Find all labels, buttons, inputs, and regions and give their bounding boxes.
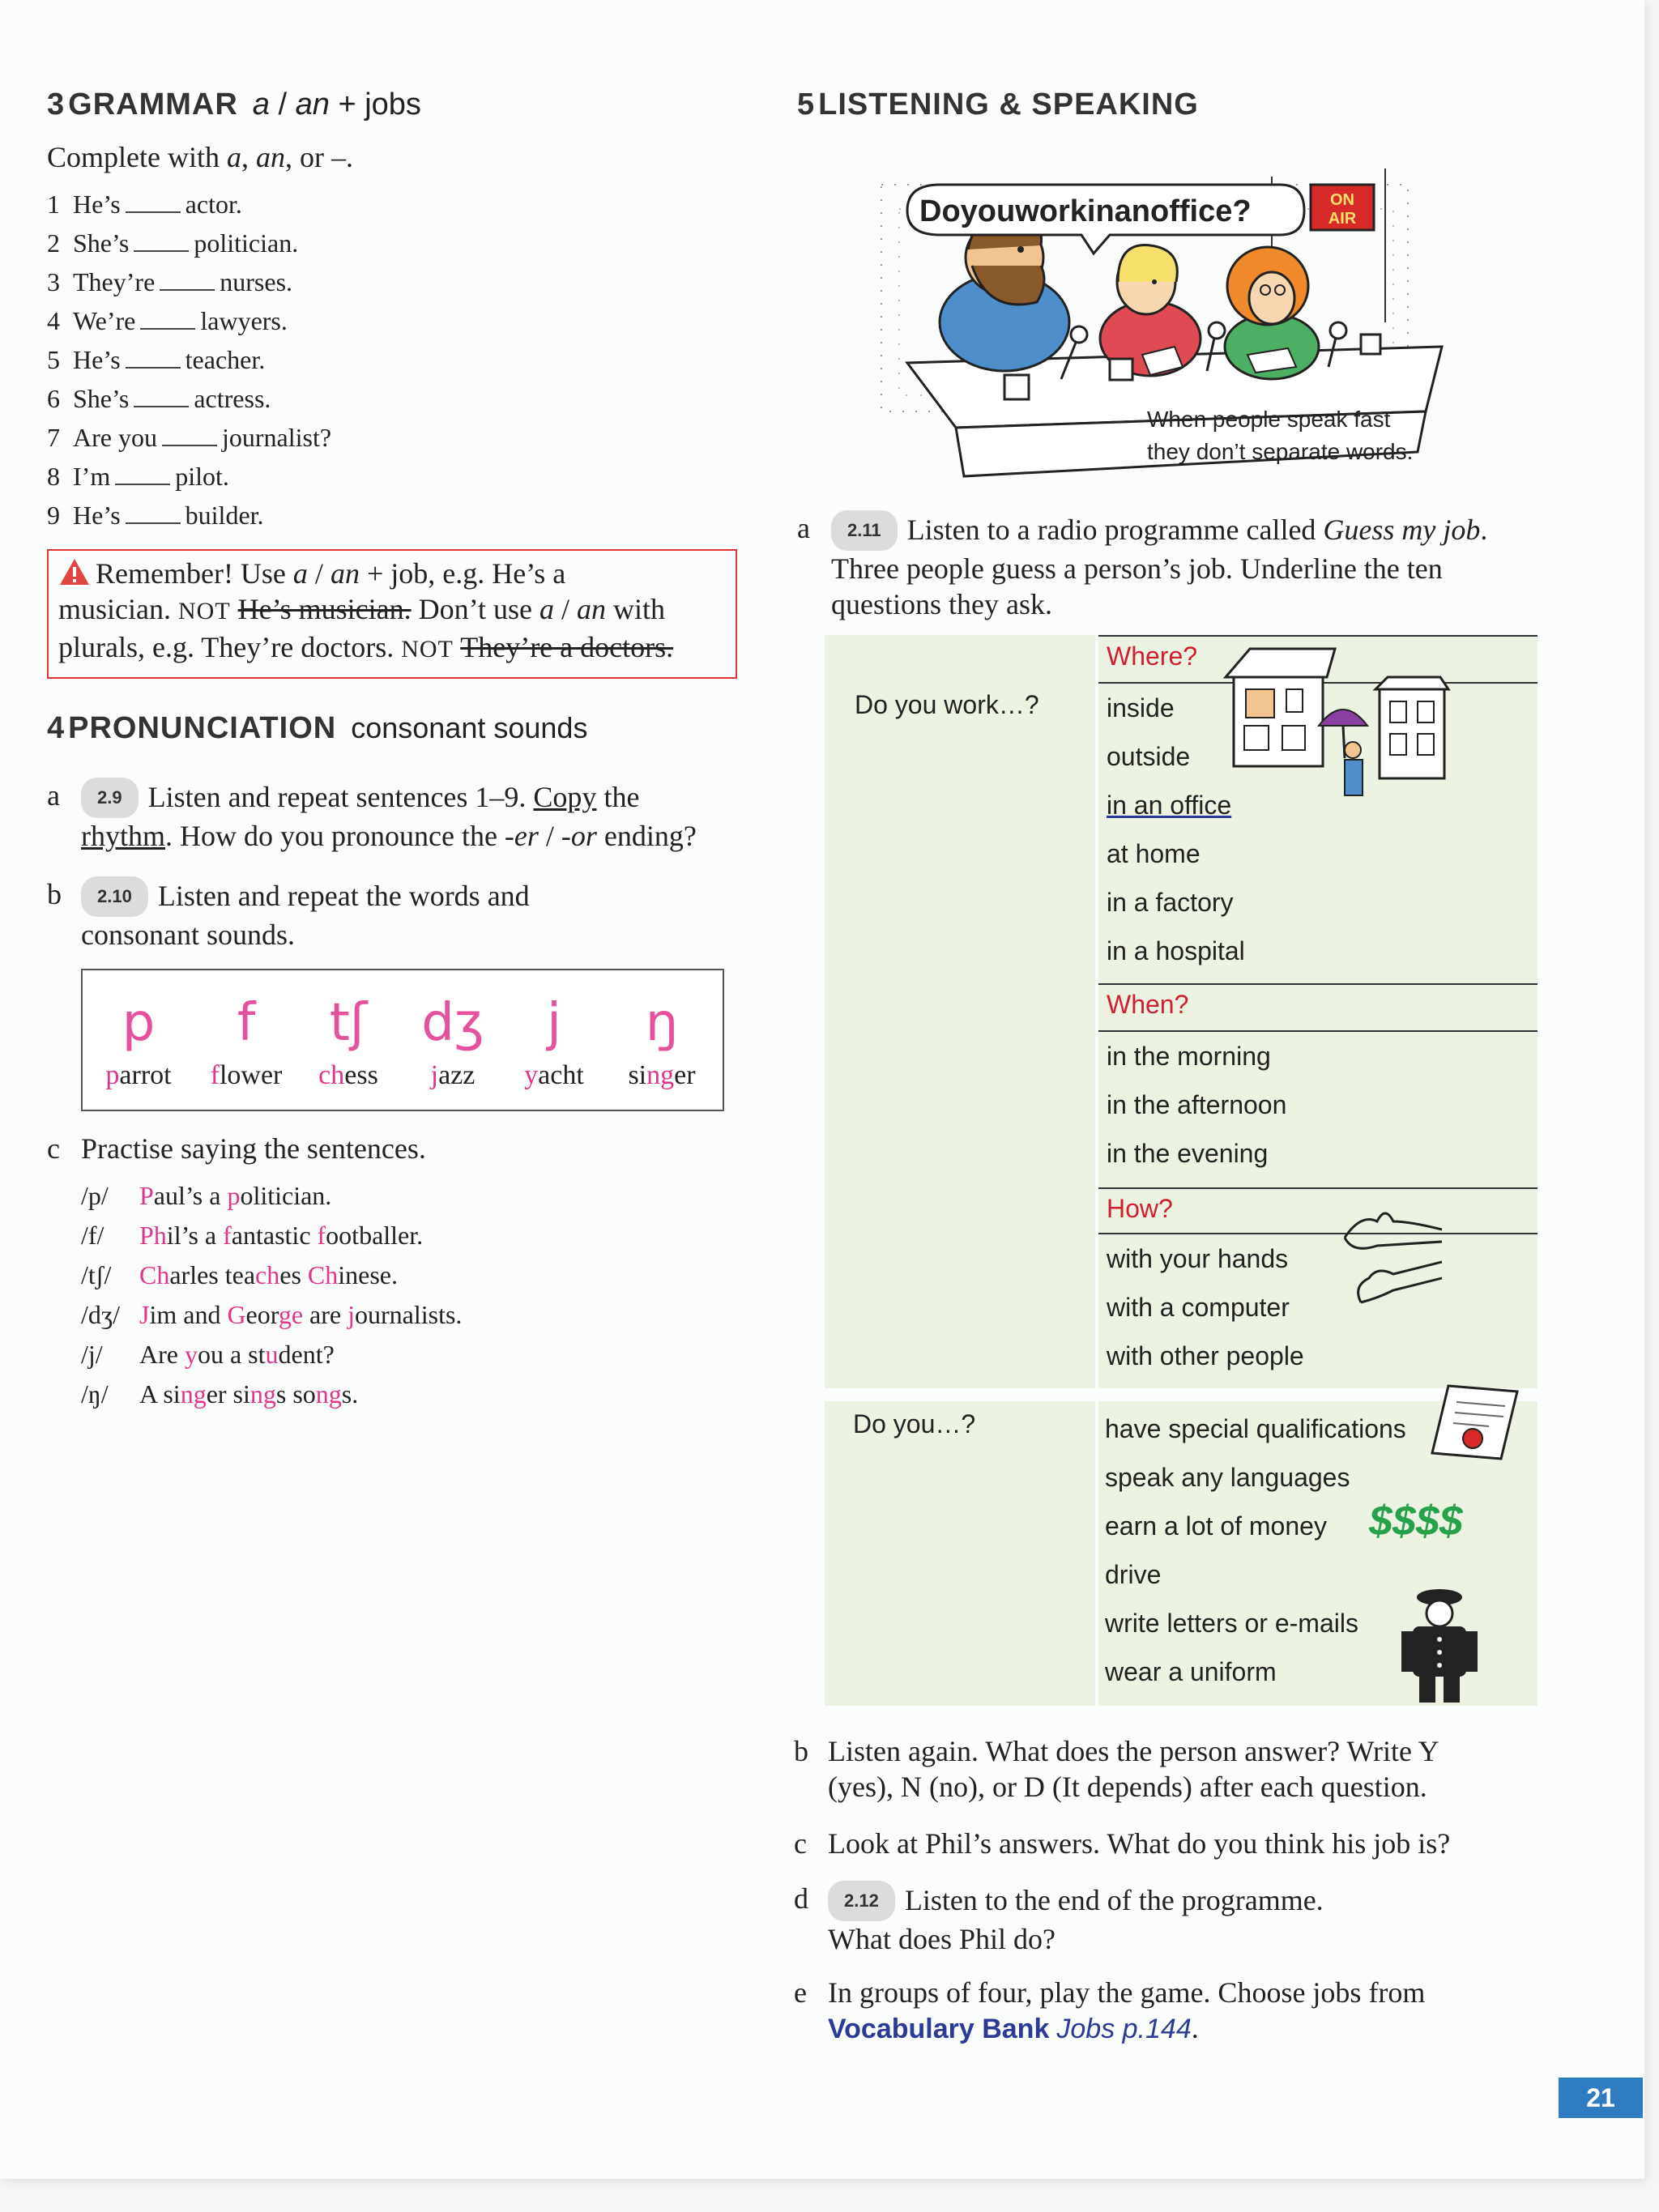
pron-text: inese.	[338, 1260, 398, 1289]
sound-item	[399, 970, 507, 1110]
sound-symbol: ŋ	[645, 993, 679, 1053]
grammar-item	[47, 262, 501, 301]
vocabulary-bank-link[interactable]: Vocabulary Bank	[828, 2014, 1050, 2044]
grammar-instruction-post: , or –.	[284, 141, 353, 173]
pron-text: are	[303, 1300, 348, 1329]
pron-b-line2: consonant sounds.	[81, 918, 295, 951]
pron-b-text	[81, 876, 770, 953]
grammar-item	[47, 185, 501, 224]
listen-a-text	[831, 510, 1560, 622]
question-option[interactable]: at home	[1107, 839, 1201, 868]
remember-strike-2: They’re a doctors.	[460, 631, 674, 663]
remember-not-1: NOT	[177, 598, 231, 624]
question-option[interactable]: with your hands	[1107, 1244, 1289, 1273]
warning-icon	[58, 557, 91, 586]
grammar-item-post: pilot.	[175, 462, 229, 491]
pron-a-line1-post: the	[596, 781, 640, 813]
do-you-list	[1105, 1404, 1406, 1696]
listen-b-letter: b	[794, 1735, 808, 1767]
listen-b-line2: (yes), N (no), or D (It depends) after each question.	[828, 1771, 1427, 1803]
consonant-sounds-box	[81, 969, 724, 1111]
grammar-item-pre: She’s	[73, 384, 130, 413]
answer-blank[interactable]	[134, 229, 189, 252]
sound-symbol: p	[122, 993, 156, 1053]
pron-symbol: /f/	[81, 1221, 104, 1250]
remember-line3-pre: plurals, e.g. They’re doctors.	[58, 631, 394, 663]
pron-highlight: u	[265, 1340, 279, 1369]
audio-badge-2-9[interactable]: 2.9	[81, 778, 139, 818]
group-label-do-you: Do you…?	[853, 1409, 976, 1438]
question-option[interactable]: in the afternoon	[1107, 1090, 1287, 1119]
pron-a-line1-pre: Listen and repeat sentences 1–9.	[147, 781, 534, 813]
grammar-item-pre: We’re	[73, 306, 136, 335]
page-number: 21	[1559, 2078, 1643, 2118]
pron-highlight: j	[348, 1300, 355, 1329]
sound-word	[298, 1059, 399, 1092]
pron-highlight: Ch	[307, 1260, 339, 1289]
remember-line2-sep: /	[553, 593, 577, 625]
pron-text: er si	[206, 1379, 250, 1409]
grammar-item	[47, 418, 501, 457]
grammar-subtitle-sep: /	[269, 87, 296, 121]
sound-word-highlight: j	[430, 1060, 439, 1090]
pron-sentence	[81, 1375, 729, 1414]
remember-strike-1: He’s musician.	[237, 593, 412, 625]
answer-blank[interactable]	[140, 307, 195, 330]
grammar-item-pre: He’s	[73, 501, 121, 530]
sound-symbol: dʒ	[421, 993, 484, 1053]
table-left-bg-1	[825, 635, 1095, 1388]
sound-word	[83, 1059, 194, 1092]
pron-highlight: f	[223, 1221, 232, 1250]
listening-heading	[797, 87, 1199, 122]
money-icon: $$$$	[1369, 1498, 1463, 1545]
question-option[interactable]: in the evening	[1107, 1139, 1269, 1168]
question-option[interactable]: in the morning	[1107, 1042, 1271, 1071]
pron-highlight: f	[317, 1221, 326, 1250]
question-option[interactable]: outside	[1107, 742, 1191, 771]
audio-badge-2-10[interactable]: 2.10	[81, 876, 148, 917]
grammar-item-number: 7	[47, 423, 60, 452]
grammar-item-number: 6	[47, 384, 60, 413]
remember-line2-post: with	[605, 593, 665, 625]
cartoon-caption	[1147, 403, 1413, 468]
sound-item	[194, 970, 298, 1110]
pron-a-rhythm: rhythm	[81, 820, 165, 852]
grammar-item-pre: Are you	[73, 423, 157, 452]
pron-highlight: ge	[278, 1300, 304, 1329]
pron-text: aul’s a	[153, 1181, 228, 1210]
table-left-bg-2	[825, 1401, 1095, 1706]
grammar-item-post: lawyers.	[200, 306, 288, 335]
remember-line1-sep: /	[307, 557, 331, 590]
grammar-item-post: teacher.	[185, 345, 266, 374]
listen-a-line1-pre: Listen to a radio programme called	[906, 514, 1324, 546]
pron-c-sentences	[81, 1176, 729, 1414]
question-option[interactable]: wear a uniform	[1105, 1657, 1277, 1686]
pron-text: il’s a	[166, 1221, 224, 1250]
pron-highlight: ng	[180, 1379, 207, 1409]
sound-word-rest: azz	[438, 1060, 476, 1090]
pron-text: s so	[275, 1379, 316, 1409]
on-air-air: AIR	[1328, 210, 1357, 228]
pron-highlight: J	[139, 1300, 150, 1329]
sound-word	[601, 1059, 723, 1092]
answer-blank[interactable]	[126, 346, 181, 369]
grammar-instruction	[47, 139, 353, 175]
sound-word-rest: ess	[344, 1060, 378, 1090]
listen-a-letter: a	[797, 512, 810, 544]
sound-word	[194, 1059, 298, 1092]
listening-title: LISTENING & SPEAKING	[818, 87, 1199, 121]
question-option[interactable]: write letters or e-mails	[1105, 1609, 1358, 1638]
question-option[interactable]: earn a lot of money	[1105, 1511, 1327, 1541]
pron-c-instruction: Practise saying the sentences.	[81, 1132, 426, 1165]
listen-e-letter: e	[794, 1976, 807, 2009]
remember-box	[47, 549, 737, 679]
pron-sentence	[81, 1335, 729, 1375]
pron-highlight: P	[139, 1181, 154, 1210]
pron-text: ootballer.	[326, 1221, 424, 1250]
grammar-item-pre: She’s	[73, 228, 130, 258]
group-label-do-you-work: Do you work…?	[855, 690, 1039, 719]
pron-highlight: ng	[249, 1379, 276, 1409]
where-heading: Where?	[1107, 641, 1198, 671]
pron-highlight: Ph	[139, 1221, 167, 1250]
pron-text: ournalists.	[354, 1300, 463, 1329]
pronunciation-subtitle: consonant sounds	[351, 711, 588, 744]
pron-text: es	[279, 1260, 308, 1289]
answer-blank[interactable]	[126, 190, 181, 213]
hands-icon	[1328, 1197, 1450, 1319]
sound-word-highlight: p	[105, 1060, 120, 1090]
sound-word-highlight: ng	[646, 1060, 675, 1090]
grammar-instruction-an: an	[255, 141, 285, 173]
pron-text: olitician.	[240, 1181, 332, 1210]
sound-word-pre: si	[628, 1060, 647, 1090]
grammar-item-pre: He’s	[73, 190, 121, 219]
question-option[interactable]: speak any languages	[1105, 1463, 1350, 1492]
answer-blank[interactable]	[162, 424, 217, 446]
grammar-item-number: 4	[47, 306, 60, 335]
answer-blank[interactable]	[126, 501, 181, 524]
grammar-item-number: 8	[47, 462, 60, 491]
sound-item	[298, 970, 399, 1110]
pron-b-line1: Listen and repeat the words and	[157, 880, 530, 912]
grammar-instruction-comma: ,	[241, 141, 256, 173]
grammar-subtitle-an: an	[295, 87, 330, 121]
answer-blank[interactable]	[134, 385, 189, 407]
listen-a-line3: questions they ask.	[831, 588, 1052, 620]
grammar-item	[47, 301, 501, 340]
pron-text: dent?	[278, 1340, 335, 1369]
listen-d-text	[828, 1881, 1557, 1957]
sound-word-rest: lower	[219, 1060, 283, 1090]
pron-highlight: y	[184, 1340, 198, 1369]
pron-a-copy: Copy	[533, 781, 597, 813]
sound-symbol: j	[547, 993, 561, 1053]
pron-sentence	[81, 1295, 729, 1335]
remember-line2-mid: Don’t use	[411, 593, 539, 625]
pron-a-line2-mid: . How do you pronounce the	[165, 820, 505, 852]
listen-b-line1: Listen again. What does the person answer? Write Y	[828, 1735, 1439, 1767]
pronunciation-title: PRONUNCIATION	[68, 711, 337, 745]
certificate-icon	[1424, 1382, 1521, 1471]
pron-symbol: /ŋ/	[81, 1379, 109, 1409]
cartoon-caption-1: When people speak fast	[1147, 407, 1391, 432]
question-option[interactable]: in an office	[1107, 791, 1232, 820]
sound-word-highlight: y	[524, 1060, 539, 1090]
table-rule-how-top	[1098, 1187, 1537, 1189]
sound-item	[507, 970, 601, 1110]
grammar-exercise-list	[47, 185, 501, 535]
pron-a-or: -or	[561, 820, 597, 852]
pron-highlight: ch	[255, 1260, 280, 1289]
listen-c-text: Look at Phil’s answers. What do you think his job is?	[828, 1827, 1451, 1860]
sound-word-rest: arrot	[119, 1060, 172, 1090]
sound-word-rest: er	[674, 1060, 696, 1090]
listen-a-line1-post: .	[1480, 514, 1488, 546]
listen-b-text	[828, 1733, 1557, 1805]
pron-text: arles tea	[169, 1260, 256, 1289]
sound-word	[399, 1059, 507, 1092]
pron-highlight: G	[227, 1300, 246, 1329]
table-rule-top	[1098, 635, 1537, 637]
sound-word-rest: acht	[538, 1060, 584, 1090]
how-list	[1107, 1234, 1304, 1380]
remember-line1-post: + job, e.g. He’s a	[359, 557, 566, 590]
pronunciation-number: 4	[47, 711, 66, 745]
listen-d-line2: What does Phil do?	[828, 1923, 1056, 1955]
sound-word-highlight: f	[210, 1060, 220, 1090]
pron-a-text	[81, 778, 770, 854]
grammar-item	[47, 340, 501, 379]
pronunciation-heading	[47, 711, 587, 746]
grammar-item	[47, 457, 501, 496]
question-option[interactable]: with a computer	[1107, 1293, 1290, 1322]
listen-e-end: .	[1191, 2012, 1199, 2044]
remember-line2-an: an	[576, 593, 606, 625]
pron-symbol: /p/	[81, 1181, 109, 1210]
pron-highlight: ng	[315, 1379, 342, 1409]
sound-symbol: tʃ	[329, 993, 368, 1053]
remember-line-1	[58, 556, 726, 591]
when-heading: When?	[1107, 990, 1189, 1019]
on-air-on: ON	[1330, 191, 1354, 209]
speech-bubble-text: Doyouworkinanoffice?	[919, 194, 1252, 228]
remember-not-2: NOT	[401, 636, 454, 663]
pron-symbol: /j/	[81, 1340, 103, 1369]
pron-a-sep: /	[538, 820, 561, 852]
pron-text: A si	[139, 1379, 181, 1409]
question-option[interactable]: in a factory	[1107, 888, 1234, 917]
listen-d-line1: Listen to the end of the programme.	[904, 1884, 1324, 1916]
grammar-item-post: builder.	[185, 501, 264, 530]
pron-a-er: -er	[504, 820, 539, 852]
pron-highlight: Ch	[139, 1260, 170, 1289]
listen-e-line1: In groups of four, play the game. Choose jobs from	[828, 1976, 1426, 2009]
pron-symbol: /tʃ/	[81, 1260, 112, 1289]
listen-d-letter: d	[794, 1882, 808, 1915]
sound-word	[507, 1059, 601, 1092]
uniform-icon	[1395, 1584, 1484, 1706]
pron-a-line2-post: ending?	[596, 820, 697, 852]
pron-text: im and	[149, 1300, 228, 1329]
audio-badge-2-11[interactable]: 2.11	[831, 510, 898, 551]
question-option[interactable]: in a hospital	[1107, 936, 1245, 965]
pron-text: eor	[245, 1300, 279, 1329]
grammar-item-pre: They’re	[73, 267, 156, 296]
sound-word-highlight: ch	[318, 1060, 345, 1090]
grammar-item	[47, 224, 501, 262]
cartoon-caption-2: they don’t separate words.	[1147, 439, 1414, 464]
table-rule-when-top	[1098, 983, 1537, 985]
sound-symbol: f	[237, 993, 256, 1053]
sound-item	[83, 970, 194, 1110]
vocabulary-bank-ref[interactable]: Jobs p.144	[1056, 2014, 1192, 2044]
remember-line-3	[58, 629, 726, 667]
pron-text: ou a st	[197, 1340, 266, 1369]
grammar-item-number: 3	[47, 267, 60, 296]
grammar-item-pre: I’m	[73, 462, 111, 491]
pron-text: Are	[139, 1340, 185, 1369]
grammar-item-number: 2	[47, 228, 60, 258]
pron-a-letter: a	[47, 779, 60, 812]
pron-text: s.	[341, 1379, 359, 1409]
grammar-item-post: nurses.	[220, 267, 293, 296]
remember-line1-an: an	[330, 557, 360, 590]
listening-number: 5	[797, 87, 816, 121]
remember-line2-a: a	[539, 593, 554, 625]
grammar-subtitle-rest: + jobs	[329, 87, 421, 121]
pron-symbol: /dʒ/	[81, 1300, 120, 1329]
question-option[interactable]: with other people	[1107, 1341, 1304, 1370]
listen-a-line2: Three people guess a person’s job. Underline the ten	[831, 552, 1443, 585]
pron-c-letter: c	[47, 1132, 60, 1165]
grammar-item-post: journalist?	[221, 423, 332, 452]
sound-item	[601, 970, 723, 1110]
remember-line2-pre: musician.	[58, 593, 171, 625]
grammar-item-post: actor.	[185, 190, 242, 219]
pron-text: antastic	[231, 1221, 318, 1250]
grammar-item-post: actress.	[194, 384, 271, 413]
pron-b-letter: b	[47, 878, 62, 910]
grammar-instruction-a: a	[226, 141, 241, 173]
grammar-item	[47, 379, 501, 418]
answer-blank[interactable]	[160, 268, 215, 291]
pron-sentence	[81, 1176, 729, 1216]
question-option[interactable]: have special qualifications	[1105, 1414, 1406, 1443]
grammar-title: GRAMMAR	[68, 87, 238, 121]
question-option[interactable]: drive	[1105, 1560, 1162, 1589]
pron-highlight: p	[227, 1181, 241, 1210]
grammar-item-post: politician.	[194, 228, 299, 258]
buildings-umbrella-icon	[1222, 645, 1473, 807]
how-heading: How?	[1107, 1194, 1173, 1223]
audio-badge-2-12[interactable]: 2.12	[828, 1881, 895, 1921]
question-option[interactable]: inside	[1107, 693, 1175, 722]
grammar-item	[47, 496, 501, 535]
grammar-number: 3	[47, 87, 66, 121]
grammar-instruction-pre: Complete with	[47, 141, 227, 173]
remember-line1-pre: Remember! Use	[96, 557, 293, 590]
grammar-item-number: 9	[47, 501, 60, 530]
pron-sentence	[81, 1216, 729, 1255]
grammar-item-number: 5	[47, 345, 60, 374]
pron-sentence	[81, 1255, 729, 1295]
grammar-item-number: 1	[47, 190, 60, 219]
listen-e-text	[828, 1975, 1557, 2047]
remember-line-2	[58, 591, 726, 629]
listen-a-programme-title: Guess my job	[1323, 514, 1481, 546]
grammar-subtitle-a: a	[252, 87, 270, 121]
when-list	[1107, 1032, 1286, 1178]
listen-c-letter: c	[794, 1827, 807, 1860]
grammar-heading	[47, 87, 421, 122]
remember-line1-a: a	[292, 557, 308, 590]
grammar-item-pre: He’s	[73, 345, 121, 374]
answer-blank[interactable]	[115, 462, 170, 485]
